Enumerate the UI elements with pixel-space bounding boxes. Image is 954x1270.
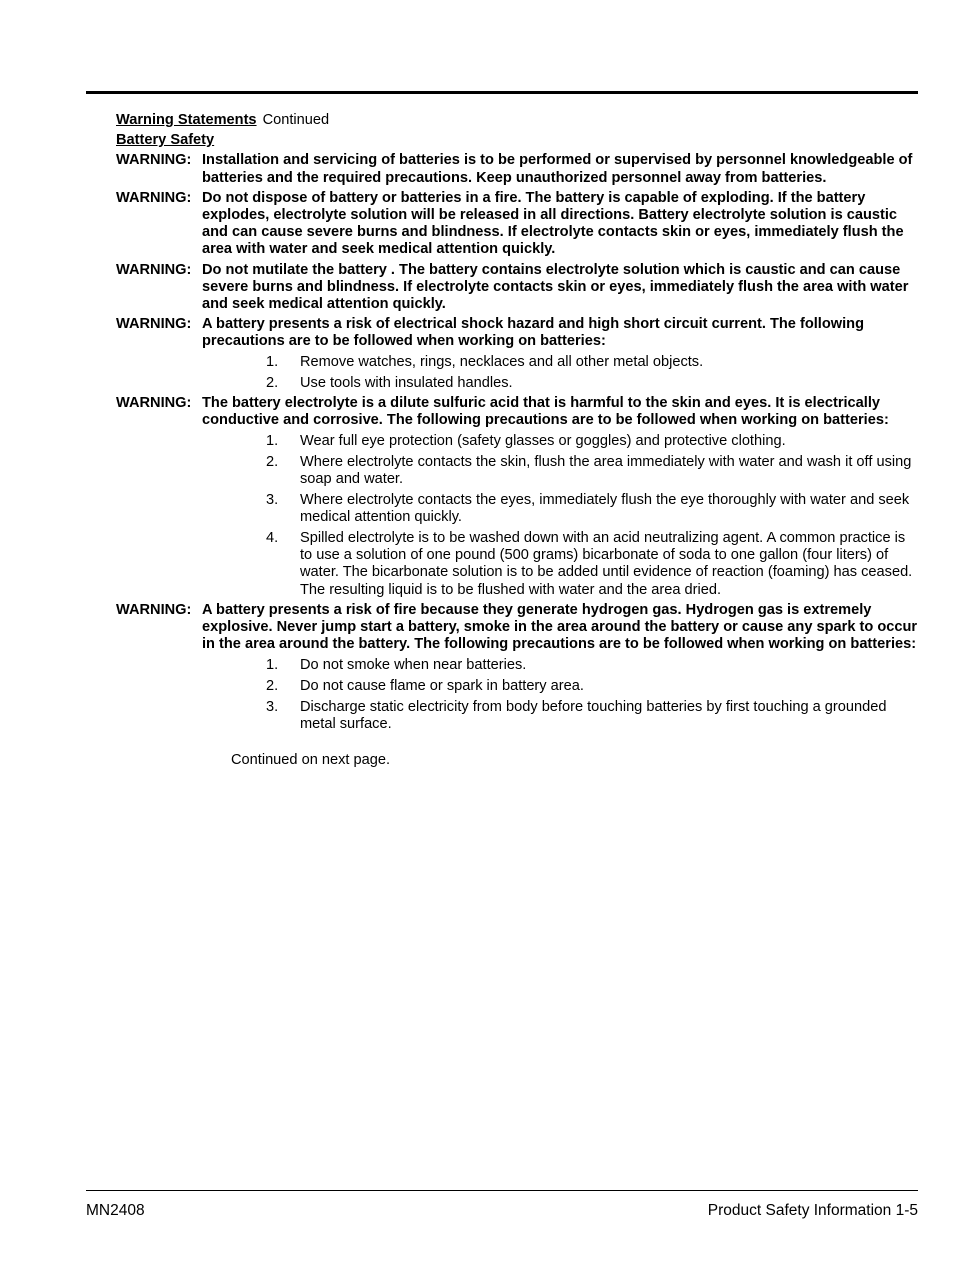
document-number: MN2408	[86, 1202, 145, 1219]
warning-3	[116, 262, 918, 314]
step-text: Wear full eye protection (safety glasses or goggles) and protective clothing.	[300, 433, 786, 450]
warning-label: WARNING:	[116, 601, 192, 618]
warning-5	[116, 395, 918, 429]
step-text: Spilled electrolyte is to be washed down with an acid neutralizing agent. A common practice is to use a solution of one pound (500 grams) bicarbonate of soda to one gallon (four liters) of water. The bicarbonate solution is to be added until evidence of reaction (foaming) has ceased. The resulting liquid is to be flushed with water and the area dried.	[300, 530, 913, 598]
warning-text: Installation and servicing of batteries is to be performed or supervised by personnel knowledgeable of batteries and the required precautions. Keep unauthorized personnel away from batteries.	[202, 152, 913, 186]
step-text: Use tools with insulated handles.	[300, 375, 513, 392]
warning-label: WARNING:	[116, 152, 192, 169]
step-number: 3.	[266, 492, 279, 509]
warning-4-steps	[116, 354, 918, 392]
page-footer-title: Product Safety Information 1-5	[707, 1202, 918, 1219]
list-item	[116, 354, 918, 371]
step-number: 3.	[266, 698, 279, 715]
step-number: 1.	[266, 433, 279, 450]
warning-label: WARNING:	[116, 261, 192, 278]
section-title: Warning Statements	[116, 112, 257, 128]
subsection-heading	[116, 132, 918, 149]
subsection-title: Battery Safety	[116, 132, 215, 149]
step-number: 2.	[266, 454, 279, 471]
warning-text: A battery presents a risk of fire because they generate hydrogen gas. Hydrogen gas is extremely explosive. Never jump start a battery, smoke in the area around the battery or cause any spark to occur in the area around the battery. The following precautions are to be followed when working on batteries:	[202, 601, 918, 653]
step-number: 2.	[266, 375, 279, 392]
step-text: Do not smoke when near batteries.	[300, 657, 527, 674]
step-text: Where electrolyte contacts the skin, flush the area immediately with water and wash it off using soap and water.	[300, 454, 912, 488]
header-rule	[86, 91, 918, 94]
step-number: 2.	[266, 677, 279, 694]
warning-label: WARNING:	[116, 189, 192, 206]
step-text: Do not cause flame or spark in battery area.	[300, 677, 584, 694]
warning-6-steps	[116, 657, 918, 733]
warning-5-steps	[116, 433, 918, 599]
warning-text: Do not dispose of battery or batteries in a fire. The battery is capable of exploding. If the battery explodes, electrolyte solution will be released in all directions. Battery electrolyte solution is caustic and can cause severe burns and blindness. If electrolyte contacts skin or eyes, immediately flush the area with water and seek medical attention quickly.	[202, 189, 904, 258]
list-item	[116, 454, 918, 488]
warning-text: Do not mutilate the battery . The battery contains electrolyte solution which is caustic and can cause severe burns and blindness. If electrolyte contacts skin or eyes, immediately flush the area with water and seek medical attention quickly.	[202, 261, 909, 313]
warning-2	[116, 190, 918, 259]
list-item	[116, 375, 918, 392]
warning-4	[116, 316, 918, 350]
step-number: 1.	[266, 657, 279, 674]
step-number: 4.	[266, 530, 279, 547]
section-heading	[116, 112, 918, 129]
step-text: Where electrolyte contacts the eyes, immediately flush the eye thoroughly with water and seek medical attention quickly.	[300, 492, 910, 526]
list-item	[116, 699, 918, 733]
step-number: 1.	[266, 354, 279, 371]
warning-text: A battery presents a risk of electrical shock hazard and high short circuit current. The following precautions are to be followed when working on batteries:	[202, 316, 865, 350]
page-content	[116, 112, 918, 769]
warning-label: WARNING:	[116, 316, 192, 333]
continued-label: Continued	[262, 112, 330, 128]
warning-text: The battery electrolyte is a dilute sulfuric acid that is harmful to the skin and eyes. It is electrically conductive and corrosive. The following precautions are to be followed when working on batteries:	[202, 395, 889, 429]
step-text: Discharge static electricity from body before touching batteries by first touching a grounded metal surface.	[300, 698, 887, 732]
list-item	[116, 492, 918, 526]
list-item	[116, 657, 918, 674]
footer-rule	[86, 1190, 918, 1191]
continued-note: Continued on next page.	[231, 752, 391, 769]
step-text: Remove watches, rings, necklaces and all other metal objects.	[300, 354, 704, 371]
warning-label: WARNING:	[116, 395, 192, 412]
warning-1	[116, 152, 918, 186]
list-item	[116, 433, 918, 450]
list-item	[116, 678, 918, 695]
list-item	[116, 530, 918, 599]
warning-6	[116, 602, 918, 654]
